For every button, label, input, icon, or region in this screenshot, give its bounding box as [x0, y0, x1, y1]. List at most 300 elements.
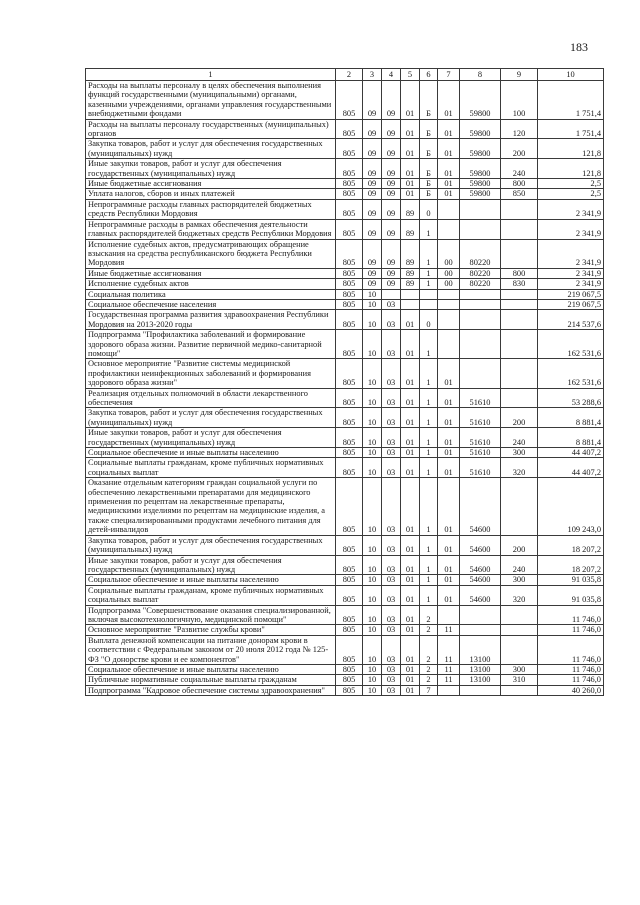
expense-code-cell — [460, 289, 501, 299]
expense-code-cell: 80220 — [460, 279, 501, 289]
activity-cell: 00 — [438, 268, 460, 278]
program-cell: 01 — [401, 139, 420, 159]
expense-code-cell: 51610 — [460, 448, 501, 458]
section-cell: 10 — [363, 685, 382, 695]
amount-cell: 2 341,9 — [538, 239, 604, 268]
expense-type-cell: 800 — [501, 179, 538, 189]
table-body — [86, 81, 604, 696]
program-cell: 01 — [401, 179, 420, 189]
table-row — [86, 675, 604, 685]
table-row — [86, 664, 604, 674]
admin-code-cell: 805 — [336, 139, 363, 159]
row-name-cell: Иные закупки товаров, работ и услуг для обеспечения государственных (муниципальных) нужд — [86, 555, 336, 575]
table-row — [86, 179, 604, 189]
section-cell: 09 — [363, 81, 382, 120]
expense-code-cell: 51610 — [460, 458, 501, 478]
expense-type-cell: 850 — [501, 189, 538, 199]
section-cell: 09 — [363, 279, 382, 289]
subprogram-cell: 2 — [420, 625, 438, 635]
amount-cell: 91 035,8 — [538, 575, 604, 585]
subprogram-cell: 0 — [420, 199, 438, 219]
row-name-cell: Иные закупки товаров, работ и услуг для обеспечения государственных (муниципальных) нужд — [86, 428, 336, 448]
expense-code-cell: 13100 — [460, 635, 501, 664]
expense-type-cell: 200 — [501, 408, 538, 428]
subprogram-cell: Б — [420, 139, 438, 159]
program-cell: 01 — [401, 675, 420, 685]
table-row — [86, 408, 604, 428]
program-cell: 01 — [401, 685, 420, 695]
subprogram-cell: 1 — [420, 555, 438, 575]
activity-cell: 01 — [438, 428, 460, 448]
expense-type-cell — [501, 625, 538, 635]
row-name-cell: Закупка товаров, работ и услуг для обеспечения государственных (муниципальных) нужд — [86, 408, 336, 428]
admin-code-cell: 805 — [336, 408, 363, 428]
activity-cell: 01 — [438, 139, 460, 159]
subsection-cell: 03 — [382, 458, 401, 478]
amount-cell: 18 207,2 — [538, 535, 604, 555]
subprogram-cell — [420, 299, 438, 309]
section-cell: 09 — [363, 179, 382, 189]
row-name-cell: Выплата денежной компенсации на питание донорам крови в соответствии с Федеральным законом от 20 июля 2012 года № 125-ФЗ "О донорстве крови и ее компонентов" — [86, 635, 336, 664]
activity-cell: 01 — [438, 448, 460, 458]
program-cell: 01 — [401, 388, 420, 408]
subsection-cell: 09 — [382, 219, 401, 239]
admin-code-cell: 805 — [336, 585, 363, 605]
admin-code-cell: 805 — [336, 685, 363, 695]
row-name-cell: Иные закупки товаров, работ и услуг для обеспечения государственных (муниципальных) нужд — [86, 159, 336, 179]
amount-cell: 40 260,0 — [538, 685, 604, 695]
column-header: 9 — [501, 69, 538, 81]
amount-cell: 219 067,5 — [538, 289, 604, 299]
admin-code-cell: 805 — [336, 179, 363, 189]
row-name-cell: Непрограммные расходы главных распорядителей бюджетных средств Республики Мордовия — [86, 199, 336, 219]
amount-cell: 11 746,0 — [538, 664, 604, 674]
admin-code-cell: 805 — [336, 428, 363, 448]
activity-cell — [438, 219, 460, 239]
activity-cell: 01 — [438, 388, 460, 408]
expense-type-cell — [501, 330, 538, 359]
subsection-cell — [382, 289, 401, 299]
section-cell: 10 — [363, 585, 382, 605]
table-row — [86, 458, 604, 478]
activity-cell: 11 — [438, 625, 460, 635]
row-name-cell: Социальное обеспечение и иные выплаты населению — [86, 664, 336, 674]
expense-type-cell: 200 — [501, 535, 538, 555]
row-name-cell: Расходы на выплаты персоналу в целях обеспечения выполнения функций государственными (муниципальными) органами, казенными учреждениями, органами управления государственными внебюджетными фондами — [86, 81, 336, 120]
expense-type-cell — [501, 478, 538, 535]
section-cell: 09 — [363, 189, 382, 199]
table-row — [86, 119, 604, 139]
expense-type-cell: 100 — [501, 81, 538, 120]
expense-type-cell: 320 — [501, 458, 538, 478]
amount-cell: 18 207,2 — [538, 555, 604, 575]
section-cell: 10 — [363, 605, 382, 625]
subsection-cell: 03 — [382, 428, 401, 448]
expense-code-cell — [460, 359, 501, 388]
expense-type-cell — [501, 635, 538, 664]
column-header: 2 — [336, 69, 363, 81]
admin-code-cell: 805 — [336, 289, 363, 299]
activity-cell: 01 — [438, 189, 460, 199]
page-number: 183 — [570, 40, 588, 54]
activity-cell — [438, 199, 460, 219]
expense-type-cell — [501, 685, 538, 695]
amount-cell: 2 341,9 — [538, 279, 604, 289]
table-row — [86, 289, 604, 299]
expense-code-cell — [460, 299, 501, 309]
column-header: 7 — [438, 69, 460, 81]
row-name-cell: Иные бюджетные ассигнования — [86, 179, 336, 189]
row-name-cell: Социальное обеспечение и иные выплаты населению — [86, 448, 336, 458]
expense-code-cell — [460, 219, 501, 239]
expense-type-cell: 300 — [501, 448, 538, 458]
program-cell: 01 — [401, 119, 420, 139]
admin-code-cell: 805 — [336, 675, 363, 685]
row-name-cell: Расходы на выплаты персоналу государственных (муниципальных) органов — [86, 119, 336, 139]
activity-cell: 11 — [438, 675, 460, 685]
expense-type-cell: 800 — [501, 268, 538, 278]
table-row — [86, 299, 604, 309]
expense-type-cell: 830 — [501, 279, 538, 289]
section-cell: 09 — [363, 139, 382, 159]
admin-code-cell: 805 — [336, 330, 363, 359]
admin-code-cell: 805 — [336, 159, 363, 179]
amount-cell: 2 341,9 — [538, 219, 604, 239]
row-name-cell: Социальные выплаты гражданам, кроме публичных нормативных социальных выплат — [86, 585, 336, 605]
activity-cell: 11 — [438, 635, 460, 664]
expense-code-cell: 13100 — [460, 664, 501, 674]
table-row — [86, 81, 604, 120]
subprogram-cell: 1 — [420, 279, 438, 289]
admin-code-cell: 805 — [336, 535, 363, 555]
activity-cell: 01 — [438, 81, 460, 120]
section-cell: 09 — [363, 219, 382, 239]
subprogram-cell: 7 — [420, 685, 438, 695]
table-row — [86, 268, 604, 278]
column-header: 6 — [420, 69, 438, 81]
amount-cell: 121,8 — [538, 159, 604, 179]
table-row — [86, 310, 604, 330]
subsection-cell: 09 — [382, 239, 401, 268]
section-cell: 10 — [363, 675, 382, 685]
table-row — [86, 555, 604, 575]
program-cell: 01 — [401, 159, 420, 179]
table-row — [86, 219, 604, 239]
amount-cell: 1 751,4 — [538, 119, 604, 139]
amount-cell: 44 407,2 — [538, 448, 604, 458]
subsection-cell: 03 — [382, 310, 401, 330]
section-cell: 09 — [363, 119, 382, 139]
admin-code-cell: 805 — [336, 635, 363, 664]
table-row — [86, 359, 604, 388]
expense-code-cell: 51610 — [460, 408, 501, 428]
amount-cell: 219 067,5 — [538, 299, 604, 309]
admin-code-cell: 805 — [336, 279, 363, 289]
expense-type-cell — [501, 239, 538, 268]
amount-cell: 11 746,0 — [538, 635, 604, 664]
row-name-cell: Социальное обеспечение и иные выплаты населению — [86, 575, 336, 585]
expense-type-cell: 240 — [501, 555, 538, 575]
subsection-cell: 03 — [382, 664, 401, 674]
program-cell: 01 — [401, 555, 420, 575]
amount-cell: 162 531,6 — [538, 330, 604, 359]
subsection-cell: 03 — [382, 535, 401, 555]
expense-code-cell: 59800 — [460, 189, 501, 199]
expense-type-cell — [501, 605, 538, 625]
program-cell: 01 — [401, 585, 420, 605]
amount-cell: 11 746,0 — [538, 675, 604, 685]
activity-cell: 01 — [438, 458, 460, 478]
subsection-cell: 03 — [382, 685, 401, 695]
row-name-cell: Исполнение судебных актов, предусматривающих обращение взыскания на средства республиканского бюджета Республики Мордовия — [86, 239, 336, 268]
subprogram-cell: 0 — [420, 310, 438, 330]
row-name-cell: Закупка товаров, работ и услуг для обеспечения государственных (муниципальных) нужд — [86, 535, 336, 555]
section-cell: 10 — [363, 478, 382, 535]
row-name-cell: Подпрограмма "Профилактика заболеваний и формирование здорового образа жизни. Развитие первичной медико-санитарной помощи" — [86, 330, 336, 359]
section-cell: 10 — [363, 555, 382, 575]
row-name-cell: Реализация отдельных полномочий в области лекарственного обеспечения — [86, 388, 336, 408]
subsection-cell: 03 — [382, 575, 401, 585]
program-cell: 01 — [401, 605, 420, 625]
row-name-cell: Основное мероприятие "Развитие системы медицинской профилактики неинфекционных заболеваний и формирования здорового образа жизни" — [86, 359, 336, 388]
admin-code-cell: 805 — [336, 388, 363, 408]
subsection-cell: 03 — [382, 605, 401, 625]
admin-code-cell: 805 — [336, 219, 363, 239]
section-cell: 10 — [363, 575, 382, 585]
column-header: 3 — [363, 69, 382, 81]
expense-type-cell: 240 — [501, 159, 538, 179]
expense-type-cell — [501, 359, 538, 388]
row-name-cell: Закупка товаров, работ и услуг для обеспечения государственных (муниципальных) нужд — [86, 139, 336, 159]
activity-cell — [438, 330, 460, 359]
activity-cell: 01 — [438, 555, 460, 575]
subprogram-cell: 1 — [420, 585, 438, 605]
activity-cell: 01 — [438, 179, 460, 189]
expense-code-cell: 13100 — [460, 675, 501, 685]
row-name-cell: Оказание отдельным категориям граждан социальной услуги по обеспечению лекарственными препаратами для медицинского применения по рецептам на лекарственные препараты, медицинскими изделиями по рецептам на медицинские изделия, а также специализированными продуктами лечебного питания для детей-инвалидов — [86, 478, 336, 535]
admin-code-cell: 805 — [336, 119, 363, 139]
expense-code-cell: 54600 — [460, 585, 501, 605]
admin-code-cell: 805 — [336, 359, 363, 388]
table-row — [86, 239, 604, 268]
expense-code-cell: 54600 — [460, 478, 501, 535]
expense-code-cell: 51610 — [460, 388, 501, 408]
expense-code-cell — [460, 605, 501, 625]
program-cell: 89 — [401, 239, 420, 268]
expense-type-cell — [501, 299, 538, 309]
subprogram-cell: 1 — [420, 219, 438, 239]
subsection-cell: 03 — [382, 625, 401, 635]
program-cell: 01 — [401, 428, 420, 448]
program-cell: 01 — [401, 359, 420, 388]
expense-code-cell — [460, 685, 501, 695]
program-cell — [401, 299, 420, 309]
table-row — [86, 448, 604, 458]
admin-code-cell: 805 — [336, 310, 363, 330]
section-cell: 10 — [363, 428, 382, 448]
activity-cell — [438, 685, 460, 695]
expense-code-cell: 80220 — [460, 268, 501, 278]
subprogram-cell: 1 — [420, 535, 438, 555]
subprogram-cell: 2 — [420, 635, 438, 664]
table-row — [86, 199, 604, 219]
admin-code-cell: 805 — [336, 575, 363, 585]
admin-code-cell: 805 — [336, 81, 363, 120]
subsection-cell: 03 — [382, 388, 401, 408]
amount-cell: 109 243,0 — [538, 478, 604, 535]
subprogram-cell: 1 — [420, 428, 438, 448]
subprogram-cell — [420, 289, 438, 299]
subsection-cell: 03 — [382, 299, 401, 309]
row-name-cell: Непрограммные расходы в рамках обеспечения деятельности главных распорядителей бюджетных средств Республики Мордовия — [86, 219, 336, 239]
program-cell: 01 — [401, 664, 420, 674]
section-cell: 10 — [363, 299, 382, 309]
expense-code-cell: 51610 — [460, 428, 501, 448]
row-name-cell: Социальные выплаты гражданам, кроме публичных нормативных социальных выплат — [86, 458, 336, 478]
row-name-cell: Исполнение судебных актов — [86, 279, 336, 289]
table-row — [86, 330, 604, 359]
table-row — [86, 189, 604, 199]
amount-cell: 11 746,0 — [538, 605, 604, 625]
program-cell: 01 — [401, 625, 420, 635]
admin-code-cell: 805 — [336, 299, 363, 309]
expense-code-cell — [460, 330, 501, 359]
subprogram-cell: 2 — [420, 675, 438, 685]
program-cell: 01 — [401, 81, 420, 120]
subsection-cell: 09 — [382, 139, 401, 159]
amount-cell: 91 035,8 — [538, 585, 604, 605]
subsection-cell: 03 — [382, 635, 401, 664]
row-name-cell: Подпрограмма "Совершенствование оказания специализированной, включая высокотехнологичную, медицинской помощи" — [86, 605, 336, 625]
expense-code-cell: 80220 — [460, 239, 501, 268]
amount-cell: 121,8 — [538, 139, 604, 159]
amount-cell: 8 881,4 — [538, 408, 604, 428]
admin-code-cell: 805 — [336, 189, 363, 199]
table-row — [86, 279, 604, 289]
subprogram-cell: 1 — [420, 575, 438, 585]
expense-code-cell: 54600 — [460, 555, 501, 575]
amount-cell: 2 341,9 — [538, 268, 604, 278]
program-cell: 89 — [401, 279, 420, 289]
admin-code-cell: 805 — [336, 268, 363, 278]
row-name-cell: Уплата налогов, сборов и иных платежей — [86, 189, 336, 199]
table-row — [86, 388, 604, 408]
admin-code-cell: 805 — [336, 458, 363, 478]
amount-cell: 8 881,4 — [538, 428, 604, 448]
expense-code-cell: 54600 — [460, 535, 501, 555]
activity-cell: 00 — [438, 239, 460, 268]
expense-type-cell: 300 — [501, 664, 538, 674]
row-name-cell: Основное мероприятие "Развитие службы крови" — [86, 625, 336, 635]
expense-code-cell — [460, 625, 501, 635]
activity-cell: 01 — [438, 359, 460, 388]
activity-cell: 01 — [438, 159, 460, 179]
activity-cell: 01 — [438, 575, 460, 585]
section-cell: 10 — [363, 535, 382, 555]
table-header-row — [86, 69, 604, 81]
table-row — [86, 685, 604, 695]
expense-type-cell: 120 — [501, 119, 538, 139]
subsection-cell: 09 — [382, 179, 401, 189]
section-cell: 10 — [363, 310, 382, 330]
column-header: 10 — [538, 69, 604, 81]
column-header: 5 — [401, 69, 420, 81]
subsection-cell: 03 — [382, 478, 401, 535]
subsection-cell: 09 — [382, 199, 401, 219]
admin-code-cell: 805 — [336, 448, 363, 458]
subsection-cell: 03 — [382, 555, 401, 575]
table-row — [86, 625, 604, 635]
row-name-cell: Подпрограмма "Кадровое обеспечение системы здравоохранения" — [86, 685, 336, 695]
amount-cell: 11 746,0 — [538, 625, 604, 635]
expense-type-cell: 310 — [501, 675, 538, 685]
table-row — [86, 585, 604, 605]
budget-table — [85, 68, 604, 696]
table-row — [86, 535, 604, 555]
subsection-cell: 09 — [382, 279, 401, 289]
subprogram-cell: 1 — [420, 330, 438, 359]
amount-cell: 53 288,6 — [538, 388, 604, 408]
subsection-cell: 03 — [382, 675, 401, 685]
expense-type-cell: 200 — [501, 139, 538, 159]
table-row — [86, 635, 604, 664]
admin-code-cell: 805 — [336, 199, 363, 219]
table-row — [86, 605, 604, 625]
section-cell: 10 — [363, 625, 382, 635]
amount-cell: 214 537,6 — [538, 310, 604, 330]
amount-cell: 2,5 — [538, 189, 604, 199]
expense-type-cell: 240 — [501, 428, 538, 448]
program-cell: 01 — [401, 189, 420, 199]
subprogram-cell: 1 — [420, 448, 438, 458]
program-cell: 01 — [401, 535, 420, 555]
expense-type-cell: 300 — [501, 575, 538, 585]
subprogram-cell: 2 — [420, 664, 438, 674]
amount-cell: 44 407,2 — [538, 458, 604, 478]
subsection-cell: 09 — [382, 189, 401, 199]
column-header: 4 — [382, 69, 401, 81]
activity-cell — [438, 605, 460, 625]
amount-cell: 162 531,6 — [538, 359, 604, 388]
subprogram-cell: 1 — [420, 458, 438, 478]
expense-type-cell — [501, 310, 538, 330]
column-header: 8 — [460, 69, 501, 81]
row-name-cell: Публичные нормативные социальные выплаты гражданам — [86, 675, 336, 685]
subprogram-cell: 1 — [420, 478, 438, 535]
section-cell: 10 — [363, 458, 382, 478]
subprogram-cell: 1 — [420, 408, 438, 428]
section-cell: 10 — [363, 359, 382, 388]
program-cell: 89 — [401, 199, 420, 219]
activity-cell — [438, 289, 460, 299]
amount-cell: 2,5 — [538, 179, 604, 189]
subsection-cell: 09 — [382, 119, 401, 139]
admin-code-cell: 805 — [336, 664, 363, 674]
program-cell: 01 — [401, 408, 420, 428]
subprogram-cell: 1 — [420, 359, 438, 388]
program-cell: 01 — [401, 458, 420, 478]
activity-cell: 00 — [438, 279, 460, 289]
expense-type-cell — [501, 388, 538, 408]
expense-code-cell — [460, 199, 501, 219]
subprogram-cell: 1 — [420, 239, 438, 268]
section-cell: 09 — [363, 159, 382, 179]
activity-cell: 01 — [438, 585, 460, 605]
program-cell: 89 — [401, 219, 420, 239]
admin-code-cell: 805 — [336, 605, 363, 625]
table-row — [86, 478, 604, 535]
subprogram-cell: Б — [420, 81, 438, 120]
